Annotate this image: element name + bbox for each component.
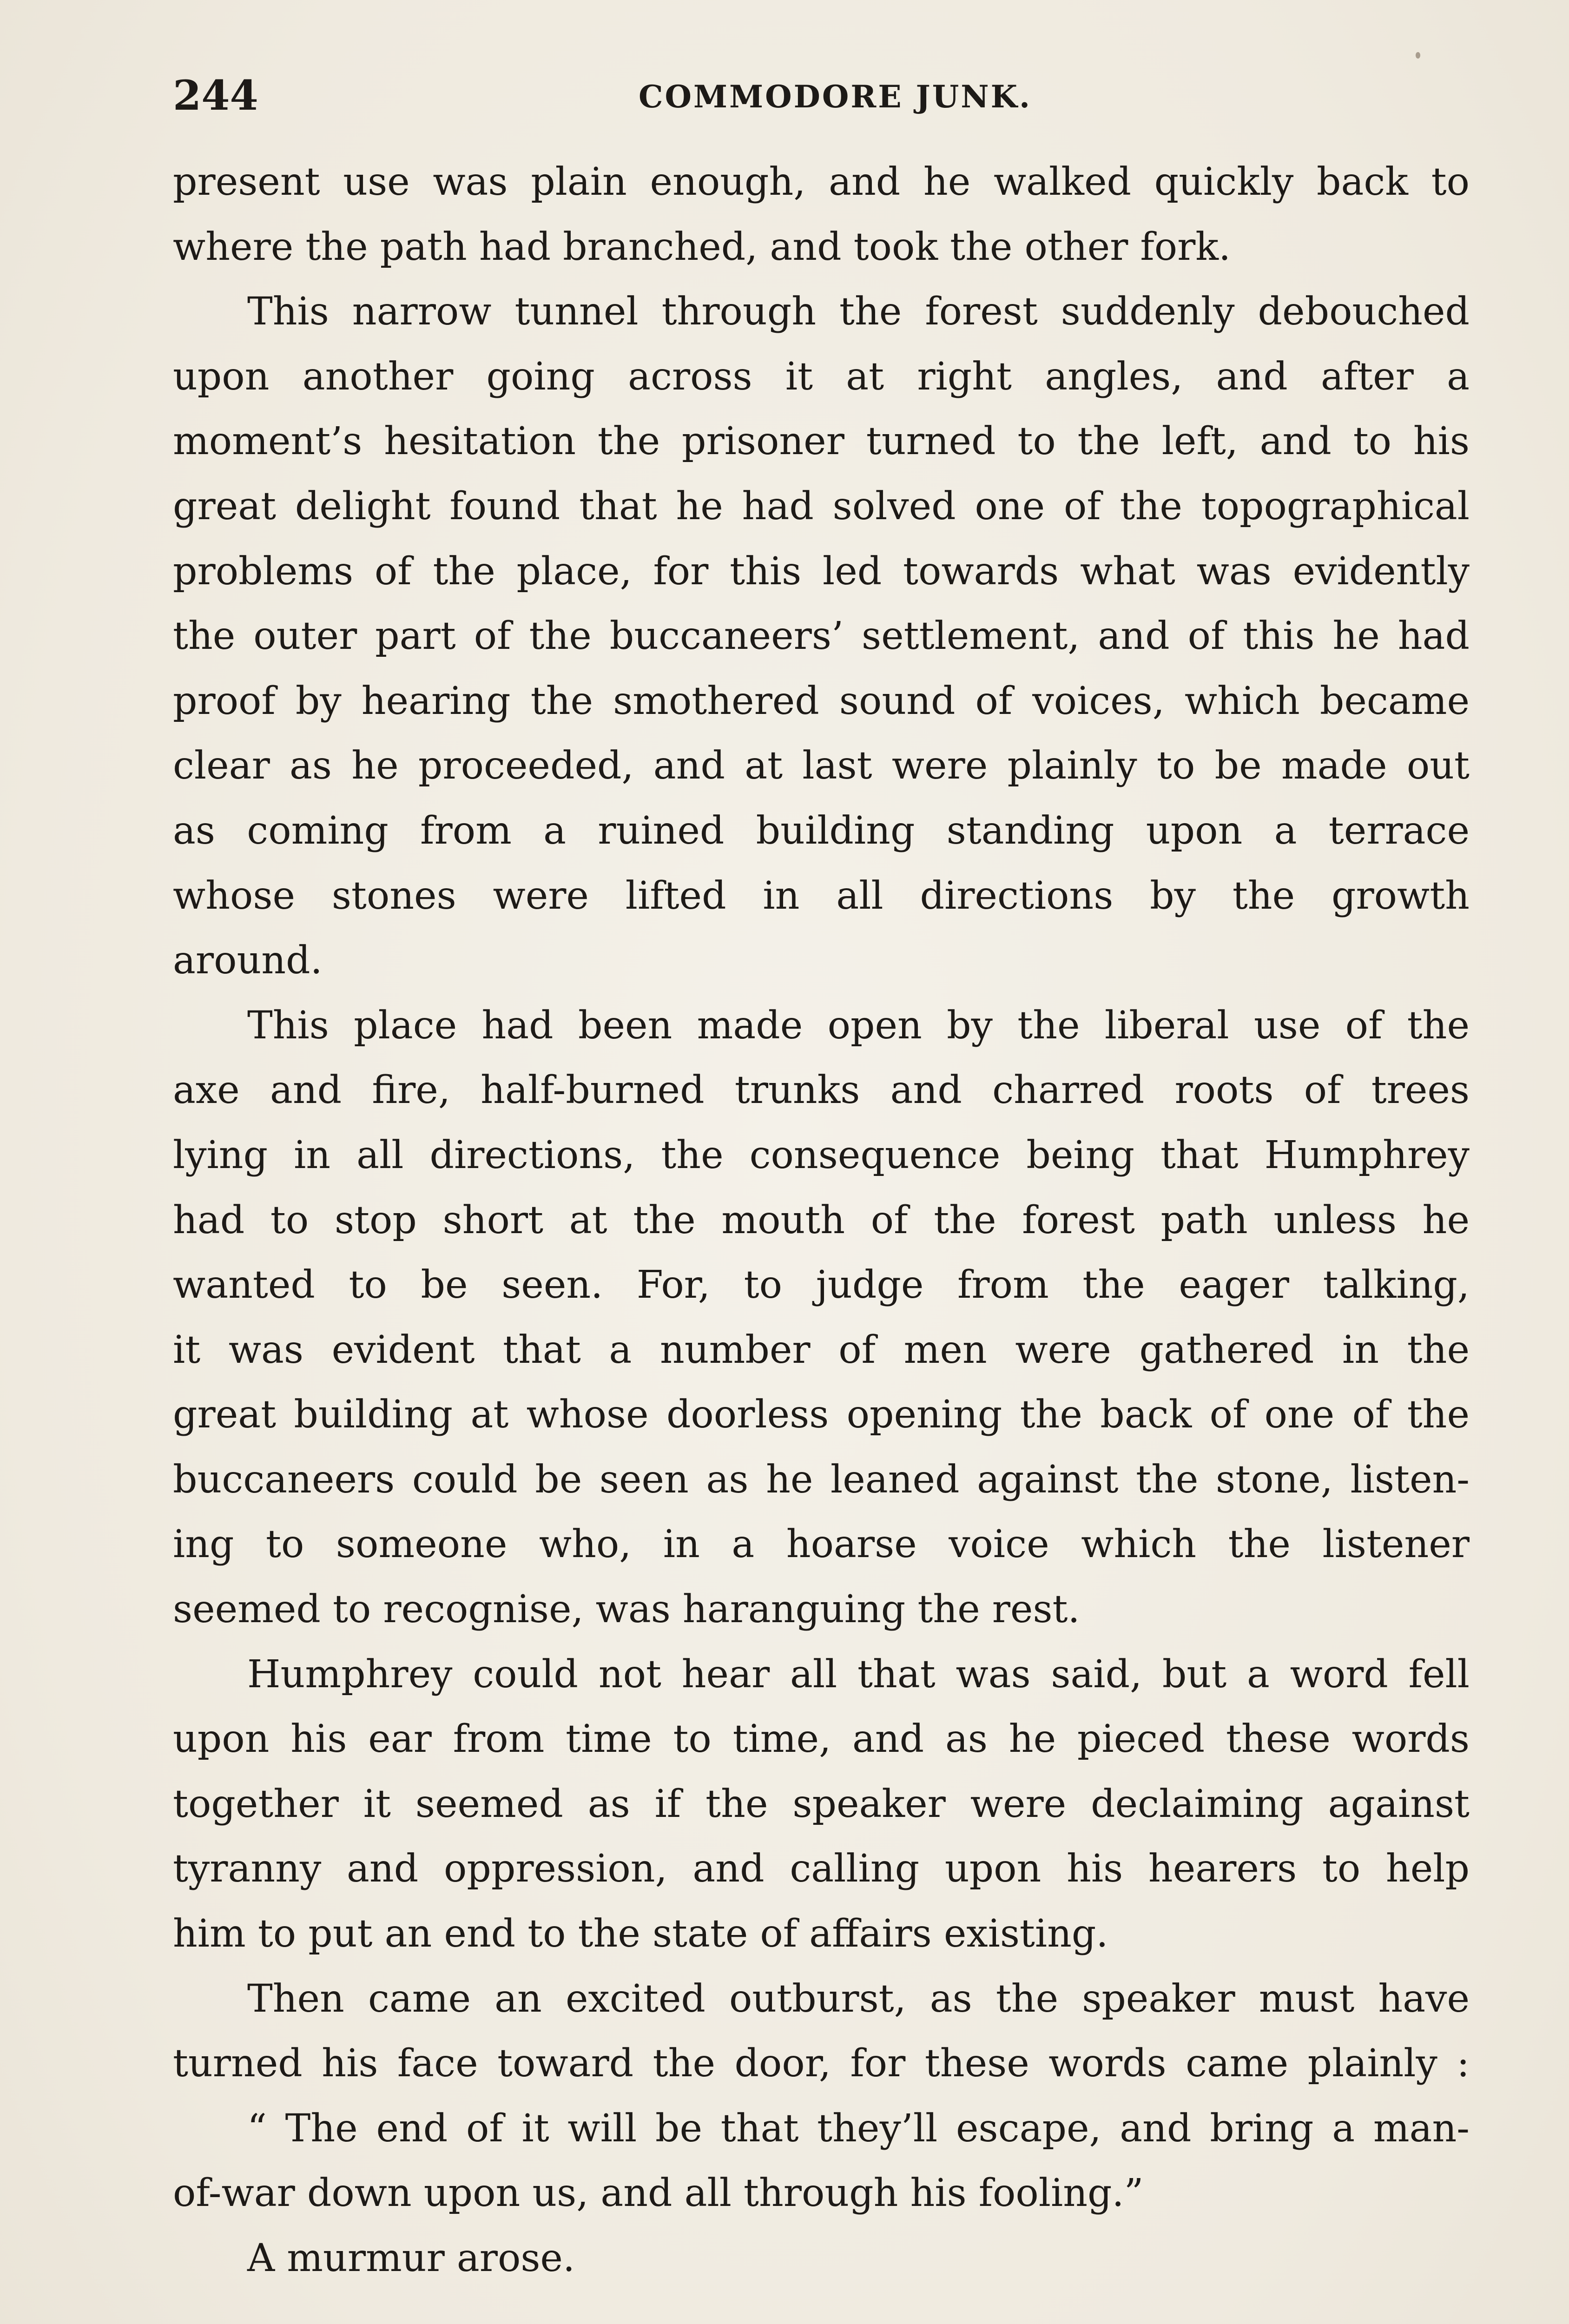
text-line: upon another going across it at right angles, and after a: [173, 354, 1470, 399]
text-line: clear as he proceeded, and at last were plainly to be made out: [173, 744, 1470, 788]
page-header: [173, 70, 1470, 121]
text-line: around.: [173, 938, 323, 983]
text-line: buccaneers could be seen as he leaned against the stone, listen-: [173, 1457, 1470, 1502]
text-line: of-war down upon us, and all through his fooling.”: [173, 2171, 1144, 2216]
text-line: tyranny and oppression, and calling upon his hearers to help: [173, 1847, 1470, 1891]
text-line: where the path had branched, and took the other fork.: [173, 224, 1231, 269]
text-line: A murmur arose.: [247, 2236, 575, 2280]
text-line: lying in all directions, the consequence being that Humphrey: [173, 1133, 1470, 1177]
text-line: This place had been made open by the liberal use of the: [247, 1003, 1470, 1048]
text-line: the outer part of the buccaneers’ settlement, and of this he had: [173, 614, 1470, 659]
text-line: present use was plain enough, and he walked quickly back to: [173, 160, 1470, 204]
text-line: had to stop short at the mouth of the forest path unless he: [173, 1198, 1470, 1242]
paper-speck: [1416, 52, 1420, 59]
text-line: great building at whose doorless opening the back of one of the: [173, 1393, 1470, 1437]
text-line: great delight found that he had solved one of the topographical: [173, 484, 1470, 528]
text-line: moment’s hesitation the prisoner turned to the left, and to his: [173, 419, 1470, 464]
text-line: Humphrey could not hear all that was said, but a word fell: [247, 1652, 1470, 1697]
page-number: 244: [173, 71, 258, 119]
text-line: seemed to recognise, was haranguing the rest.: [173, 1587, 1080, 1632]
body-text: [173, 150, 1470, 2291]
text-line: proof by hearing the smothered sound of voices, which became: [173, 679, 1470, 723]
text-line: him to put an end to the state of affairs existing.: [173, 1912, 1108, 1956]
text-line: Then came an excited outburst, as the speaker must have: [247, 1976, 1470, 2021]
text-line: turned his face toward the door, for these words came plainly :: [173, 2041, 1470, 2086]
text-line: ing to someone who, in a hoarse voice which the listener: [173, 1522, 1470, 1567]
text-line: as coming from a ruined building standing upon a terrace: [173, 808, 1470, 853]
text-line: wanted to be seen. For, to judge from the eager talking,: [173, 1263, 1470, 1307]
text-line: “ The end of it will be that they’ll escape, and bring a man-: [247, 2106, 1470, 2151]
text-line: problems of the place, for this led towards what was evidently: [173, 549, 1470, 594]
text-line: upon his ear from time to time, and as he pieced these words: [173, 1717, 1470, 1762]
text-line: This narrow tunnel through the forest suddenly debouched: [247, 290, 1470, 334]
running-title: COMMODORE JUNK.: [639, 79, 1032, 115]
text-line: whose stones were lifted in all directions by the growth: [173, 873, 1470, 918]
text-line: it was evident that a number of men were gathered in the: [173, 1327, 1470, 1372]
text-line: together it seemed as if the speaker were declaiming against: [173, 1782, 1470, 1826]
text-line: axe and fire, half-burned trunks and charred roots of trees: [173, 1068, 1470, 1113]
